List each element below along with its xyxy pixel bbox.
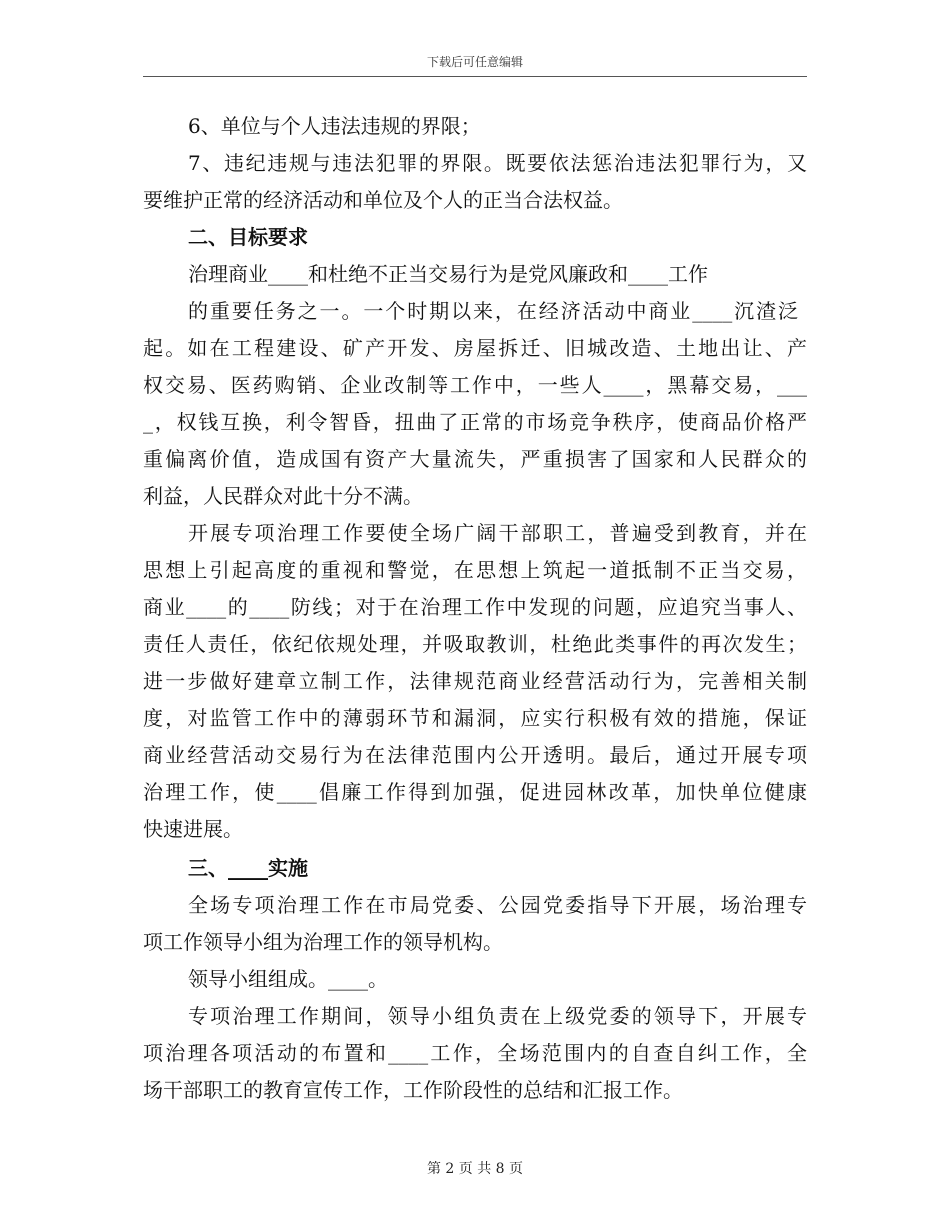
paragraph-line: 度，对监管工作中的薄弱环节和漏洞，应实行积极有效的措施，保证 <box>143 706 807 730</box>
paragraph-line: 商业____的____防线；对于在治理工作中发现的问题，应追究当事人、 <box>143 595 807 619</box>
paragraph-line: 思想上引起高度的重视和警觉，在思想上筑起一道抵制不正当交易， <box>143 558 807 582</box>
paragraph-line: 重偏离价值，造成国有资产大量流失，严重损害了国家和人民群众的 <box>143 447 807 471</box>
paragraph-line: 进一步做好建章立制工作，法律规范商业经营活动行为，完善相关制 <box>143 669 807 693</box>
header-note: 下载后可任意编辑 <box>426 55 523 69</box>
page-number: 第 2 页 共 8 页 <box>426 1161 524 1177</box>
paragraph-line: 起。如在工程建设、矿产开发、房屋拆迁、旧城改造、土地出让、产 <box>143 336 807 360</box>
paragraph-line: 专项治理工作期间，领导小组负责在上级党委的领导下，开展专 <box>188 1004 807 1028</box>
paragraph-line: 治理商业____和杜绝不正当交易行为是党风廉政和____工作 <box>188 262 708 286</box>
list-item-7-line-2: 要维护正常的经济活动和单位及个人的正当合法权益。 <box>143 188 623 212</box>
paragraph-line: 领导小组组成。____。 <box>188 967 388 991</box>
paragraph-line: 项工作领导小组为治理工作的领导机构。 <box>143 930 503 954</box>
paragraph-line: 全场专项治理工作在市局党委、公园党委指导下开展，场治理专 <box>188 893 807 917</box>
header-divider <box>143 76 807 77</box>
section-heading-implementation: 三、____实施 <box>188 856 308 880</box>
paragraph-line: 商业经营活动交易行为在法律范围内公开透明。最后，通过开展专项 <box>143 743 807 767</box>
paragraph-line: 治理工作，使____倡廉工作得到加强，促进园林改革，加快单位健康 <box>143 780 807 804</box>
paragraph-line: 权交易、医药购销、企业改制等工作中，一些人____，黑幕交易，___ <box>143 373 807 397</box>
list-item-6: 6、单位与个人违法违规的界限； <box>188 114 481 138</box>
paragraph-line: 项治理各项活动的布置和____工作，全场范围内的自查自纠工作，全 <box>143 1041 807 1065</box>
section-heading-goals: 二、目标要求 <box>188 225 308 249</box>
paragraph-line: 利益，人民群众对此十分不满。 <box>143 484 423 508</box>
paragraph-line: 的重要任务之一。一个时期以来，在经济活动中商业____沉渣泛 <box>188 299 798 323</box>
paragraph-line: _，权钱互换，利令智昏，扭曲了正常的市场竞争秩序，使商品价格严 <box>143 410 807 434</box>
paragraph-line: 场干部职工的教育宣传工作，工作阶段性的总结和汇报工作。 <box>143 1078 683 1102</box>
paragraph-line: 快速进展。 <box>143 817 243 841</box>
paragraph-line: 责任人责任，依纪依规处理，并吸取教训，杜绝此类事件的再次发生； <box>143 632 807 656</box>
list-item-7-line-1: 7、违纪违规与违法犯罪的界限。既要依法惩治违法犯罪行为，又 <box>188 151 807 175</box>
paragraph-line: 开展专项治理工作要使全场广阔干部职工，普遍受到教育，并在 <box>188 521 807 545</box>
